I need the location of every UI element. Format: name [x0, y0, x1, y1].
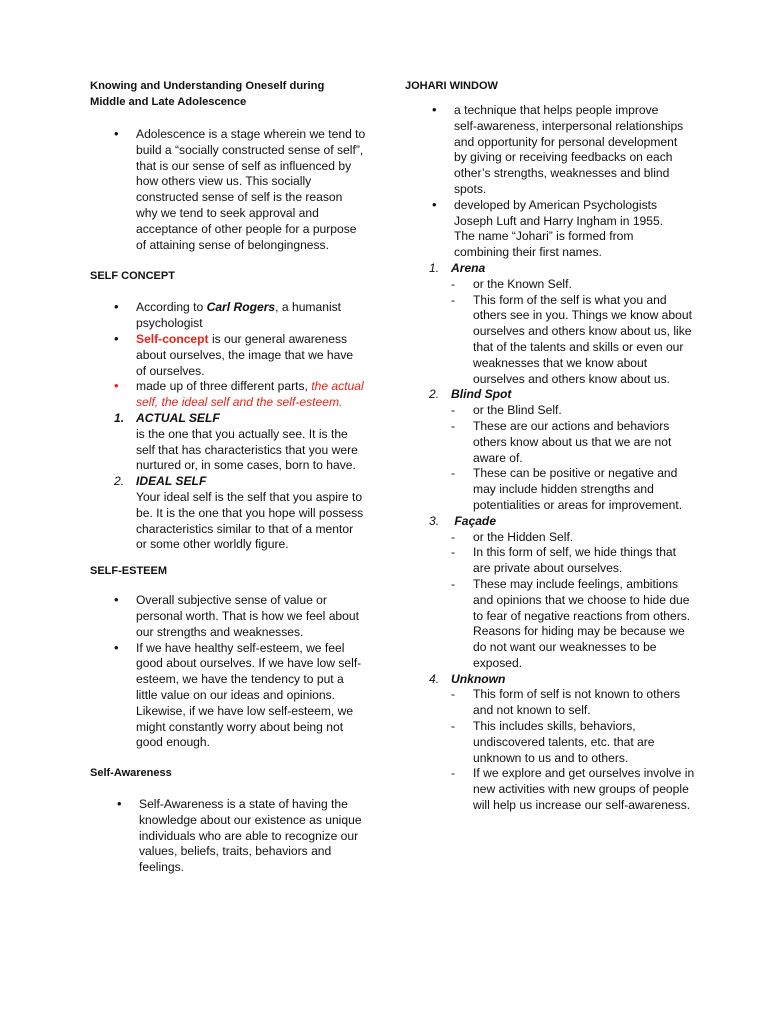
list-item [114, 378, 366, 411]
list-item [117, 796, 367, 876]
item-number: 1. [114, 410, 125, 425]
rogers-name: Carl Rogers [206, 300, 276, 315]
self-esteem-detail: If we have healthy self-esteem, we feel good about ourselves. If we have low self-esteem, we have the tendency to put a little value on our ideas and opinions. Likewise, if we have low self-esteem, we might constantly worry about being not good enough. [136, 640, 362, 750]
self-concept-numbered [114, 410, 366, 553]
dash-icon: - [451, 719, 456, 734]
list-item [114, 299, 366, 332]
dash-text: If we explore and get ourselves involve in new activities with new groups of people will help us increase our self-awareness. [473, 766, 695, 813]
dash-text: This includes skills, behaviors, undiscovered talents, etc. that are unknown to us and to others. [473, 719, 655, 765]
johari-origin: developed by American Psychologists Joseph Luft and Harry Ingham in 1955. The name “Johari” is formed from combining their first names. [454, 197, 664, 260]
dash-icon: - [451, 403, 456, 418]
dash-item [451, 577, 696, 672]
self-concept-def: is our general awareness about ourselves, the image that we have of ourselves. [136, 331, 354, 378]
bullet-icon: • [114, 330, 119, 346]
bullet-icon: • [114, 126, 119, 141]
johari-def: a technique that helps people improve self-awareness, interpersonal relationships and opportunity for personal development by giving or receiving feedbacks on each other’s strengths, weaknesses and blind spots. [454, 103, 684, 196]
actual-self-title: ACTUAL SELF [136, 410, 220, 425]
three-parts-pre: made up of three different parts, [136, 379, 312, 394]
quadrant-title: Façade [451, 513, 497, 528]
johari-bullets [432, 102, 684, 261]
dash-icon: - [451, 529, 456, 544]
dash-icon: - [451, 276, 456, 291]
self-awareness-heading: Self-Awareness [90, 767, 172, 780]
dash-text: These are our actions and behaviors others know about us that we are not aware of. [473, 418, 672, 465]
rogers-pre: According to [136, 300, 207, 315]
dash-text: or the Blind Self. [473, 403, 562, 418]
item-number: 1. [429, 260, 440, 275]
numbered-item-actual [114, 410, 366, 474]
quadrant-title: Blind Spot [451, 387, 512, 402]
self-esteem-heading: SELF-ESTEEM [90, 565, 168, 578]
bullet-icon: • [114, 299, 119, 315]
quadrant-facade [429, 513, 696, 672]
dash-item [451, 687, 696, 719]
self-concept-heading: SELF CONCEPT [90, 270, 175, 283]
dash-text: or the Hidden Self. [473, 529, 574, 544]
quadrant-unknown [429, 671, 696, 814]
self-awareness-def: Self-Awareness is a state of having the knowledge about our existence as unique individuals who are able to recognize our values, beliefs, traits, behaviors and feelings. [139, 797, 362, 875]
intro-text: Adolescence is a stage wherein we tend to build a “socially constructed sense of self”, that is our sense of self as influenced by how others view us. This socially constructed sense of self is the reason why we tend to seek approval and acceptance of other people for a purpose of attaining sense of belongingness. [136, 127, 366, 252]
bullet-icon: • [432, 102, 437, 117]
rogers-post: , a humanist psychologist [136, 300, 342, 331]
item-number: 4. [429, 671, 440, 686]
three-parts-italic: the actual self, the ideal self and the self-esteem. [136, 379, 364, 410]
dash-icon: - [451, 766, 456, 781]
bullet-icon: • [114, 592, 119, 608]
dash-icon: - [451, 418, 456, 433]
self-concept-term: Self-concept [136, 331, 209, 346]
bullet-icon: • [114, 639, 119, 655]
quadrant-arena [429, 260, 696, 387]
page-title: Knowing and Understanding Oneself during Middle and Late Adolescence [90, 80, 325, 108]
list-item [114, 639, 366, 752]
dash-item [451, 277, 696, 293]
dash-text: These may include feelings, ambitions and opinions that we choose to hide due to fear of negative reactions from others. Reasons for hiding may be because we do not want our weaknesses to be exposed. [473, 576, 691, 670]
dash-icon: - [451, 292, 456, 307]
dash-item [451, 719, 696, 766]
johari-quadrants [429, 260, 696, 814]
ideal-self-text: Your ideal self is the self that you aspire to be. It is the one that you hope will possess characteristics similar to that of a mentor or some other worldly figure. [136, 489, 364, 552]
dash-icon: - [451, 545, 456, 560]
list-item [432, 196, 684, 261]
dash-icon: - [451, 466, 456, 481]
dash-list [451, 687, 696, 813]
self-esteem-def: Overall subjective sense of value or personal worth. That is how we feel about our strengths and weaknesses. [136, 593, 359, 639]
quadrant-title: Unknown [451, 671, 506, 686]
dash-item [451, 293, 696, 388]
item-number: 3. [429, 513, 440, 528]
dash-icon: - [451, 687, 456, 702]
dash-list [451, 403, 696, 514]
list-item [114, 330, 366, 379]
dash-text: This form of the self is what you and others see in you. Things we know about ourselves and others know about us, like that of the talents and skills or even our weaknesses that we know about ourselves and others know about us. [473, 292, 692, 386]
dash-text: or the Known Self. [473, 276, 572, 291]
intro-list [114, 126, 366, 253]
self-awareness-list [117, 796, 367, 876]
list-item [114, 126, 366, 253]
dash-item [451, 766, 696, 813]
quadrant-blind-spot [429, 387, 696, 513]
list-item [114, 592, 366, 640]
dash-item [451, 403, 696, 419]
self-esteem-list [114, 592, 366, 751]
dash-text: This form of self is not known to others and not known to self. [473, 687, 681, 718]
johari-heading: JOHARI WINDOW [405, 80, 498, 92]
bullet-icon: • [432, 196, 437, 212]
right-column [405, 78, 695, 814]
item-number: 2. [114, 474, 125, 489]
dash-text: These can be positive or negative and may include hidden strengths and potentialities or areas for improvement. [473, 466, 683, 512]
dash-text: In this form of self, we hide things that are private about ourselves. [473, 545, 677, 576]
dash-icon: - [451, 576, 456, 591]
quadrant-title: Arena [451, 260, 486, 275]
bullet-icon: • [117, 796, 122, 812]
dash-item [451, 545, 696, 577]
dash-list [451, 530, 696, 672]
actual-self-text: is the one that you actually see. It is the self that has characteristics that you were nurtured or, in some cases, born to have. [136, 426, 358, 473]
numbered-item-ideal [114, 474, 366, 553]
item-number: 2. [429, 387, 440, 402]
dash-item [451, 466, 696, 513]
ideal-self-title: IDEAL SELF [136, 474, 207, 489]
left-column [90, 78, 370, 876]
self-concept-list [114, 299, 366, 411]
dash-item [451, 530, 696, 546]
red-bullet-icon: • [114, 378, 119, 394]
dash-list [451, 277, 696, 388]
list-item [432, 102, 684, 198]
dash-item [451, 419, 696, 466]
